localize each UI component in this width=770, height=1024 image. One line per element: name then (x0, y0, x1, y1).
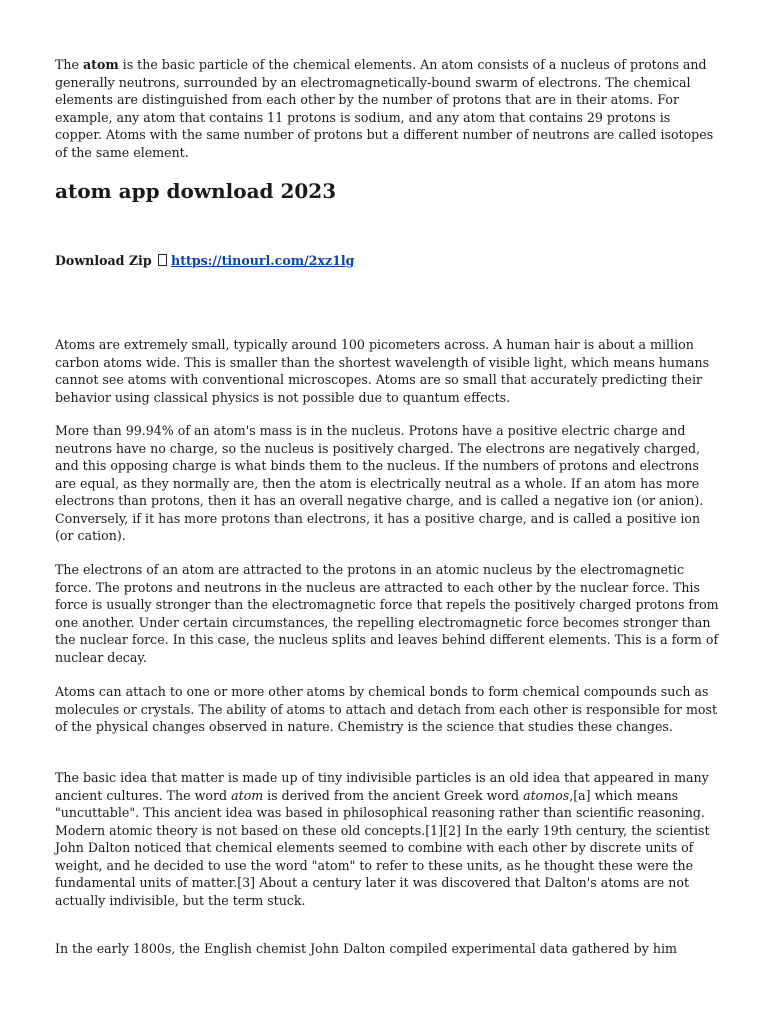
paragraph-size: Atoms are extremely small, typically around 100 picometers across. A human hair is about a million carbon atoms wide. This is smaller than the shortest wavelength of visible light, which means humans cannot see atoms with conventional microscopes. Atoms are so small that accurately predicting their behavior using classical physics is not possible due to quantum effects. (55, 337, 710, 405)
download-label: Download Zip (55, 253, 152, 268)
history-part1: The basic idea that matter is made up of tiny indivisible particles is an old idea that appeared in many ancient cultures. The word (55, 770, 709, 803)
paragraph-bonds: Atoms can attach to one or more other atoms by chemical bonds to form chemical compounds such as molecules or crystals. The ability of atoms to attach and detach from each other is responsible for most of the physical changes observed in nature. Chemistry is the science that studies these changes. (55, 684, 718, 734)
page-heading: atom app download 2023 (55, 179, 337, 203)
history-part2: is derived from the ancient Greek word (263, 787, 524, 803)
intro-before: The (55, 57, 83, 72)
paragraph-history (55, 769, 720, 909)
download-link[interactable]: https://tinourl.com/2xz1lg (171, 253, 355, 268)
paragraph-dalton: In the early 1800s, the English chemist John Dalton compiled experimental data gathered by him (55, 941, 677, 956)
paragraph-charge: More than 99.94% of an atom's mass is in the nucleus. Protons have a positive electric charge and neutrons have no charge, so the nucleus is positively charged. The electrons are negatively charged, and this opposing charge is what binds them to the nucleus. If the numbers of protons and electrons are equal, as they normally are, then the atom is electrically neutral as a whole. If an atom has more electrons than protons, then it has an overall negative charge, and is called a negative ion (or anion). Conversely, if it has more protons than electrons, it has a positive charge, and is called a positive ion (or cation). (55, 423, 704, 543)
history-italic-atomos: atomos (523, 787, 570, 803)
paragraph-forces: The electrons of an atom are attracted to the protons in an atomic nucleus by the electromagnetic force. The protons and neutrons in the nucleus are attracted to each other by the nuclear force. This force is usually stronger than the electromagnetic force that repels the positively charged protons from one another. Under certain circumstances, the repelling electromagnetic force becomes stronger than the nuclear force. In this case, the nucleus splits and leaves behind different elements. This is a form of nuclear decay. (55, 562, 719, 665)
intro-after: is the basic particle of the chemical elements. An atom consists of a nucleus of protons and generally neutrons, surrounded by an electromagnetically-bound swarm of electrons. The chemical elements are distinguished from each other by the number of protons that are in their atoms. For example, any atom that contains 11 protons is sodium, and any atom that contains 29 protons is copper. Atoms with the same number of protons but a different number of neutrons are called isotopes of the same element. (55, 57, 714, 160)
download-line (55, 252, 354, 270)
history-part3: ,[a] which means "uncuttable". This ancient idea was based in philosophical reasoning rather than scientific reasoning. Modern atomic theory is not based on these old concepts.[1][2] In the early 19th century, the scientist John Dalton noticed that chemical elements seemed to combine with each other by discrete units of weight, and he decided to use the word "atom" to refer to these units, as he thought these were the fundamental units of matter.[3] About a century later it was discovered that Dalton's atoms are not actually indivisible, but the term stuck. (55, 787, 710, 908)
intro-paragraph (55, 56, 720, 161)
missing-glyph-icon (158, 254, 167, 266)
history-italic-atom: atom (231, 787, 264, 803)
intro-bold-term: atom (82, 57, 119, 72)
